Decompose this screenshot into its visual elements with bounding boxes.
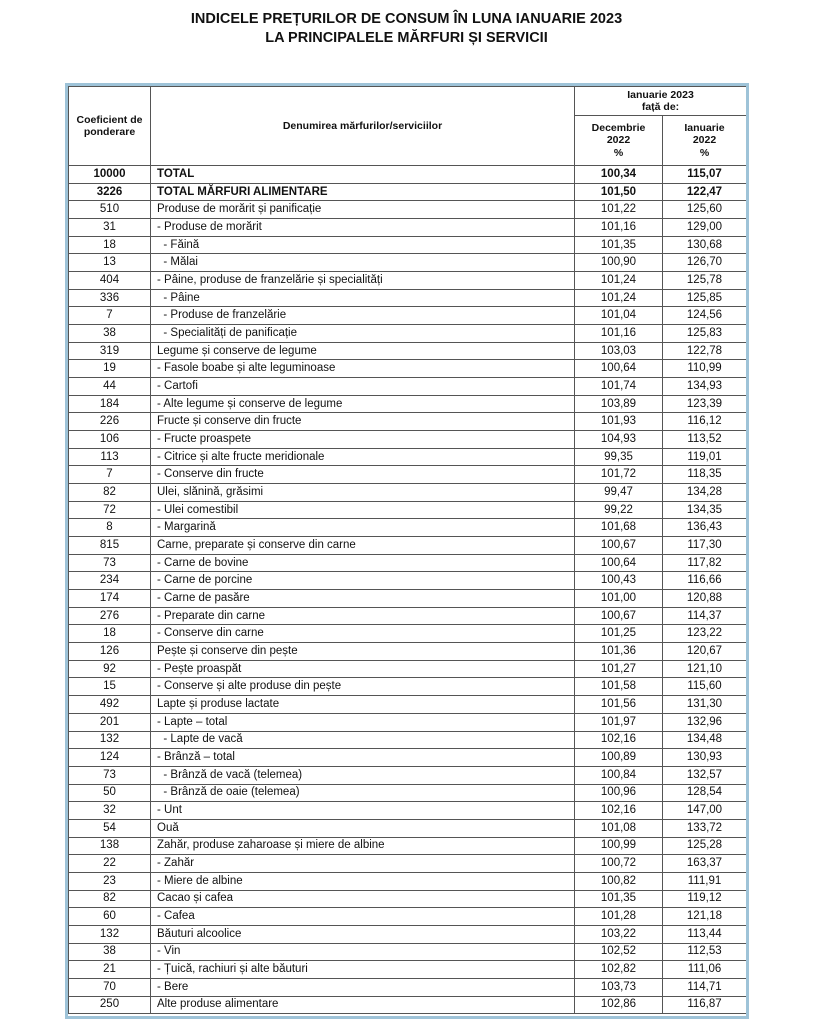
cell-weight: 7 xyxy=(69,466,151,484)
cell-january: 123,22 xyxy=(663,625,747,643)
cell-january: 136,43 xyxy=(663,519,747,537)
header-december xyxy=(575,116,663,166)
cell-weight: 8 xyxy=(69,519,151,537)
table-header xyxy=(69,87,747,166)
cell-december: 101,24 xyxy=(575,272,663,290)
table-row xyxy=(69,360,747,378)
table-row xyxy=(69,201,747,219)
table-row xyxy=(69,484,747,502)
cell-weight: 132 xyxy=(69,925,151,943)
cell-december: 100,99 xyxy=(575,837,663,855)
cell-december: 101,25 xyxy=(575,625,663,643)
header-name: Denumirea mărfurilor/serviciilor xyxy=(151,87,575,166)
cell-weight: 492 xyxy=(69,696,151,714)
table-row xyxy=(69,413,747,431)
table-row xyxy=(69,607,747,625)
price-index-table xyxy=(68,86,747,1014)
cell-january: 115,07 xyxy=(663,166,747,184)
cell-january: 118,35 xyxy=(663,466,747,484)
table-body xyxy=(69,166,747,1014)
cell-december: 101,27 xyxy=(575,660,663,678)
cell-december: 102,16 xyxy=(575,802,663,820)
cell-name: Pește și conserve din pește xyxy=(151,643,575,661)
table-row xyxy=(69,802,747,820)
cell-weight: 73 xyxy=(69,554,151,572)
cell-december: 101,35 xyxy=(575,236,663,254)
cell-name: - Ulei comestibil xyxy=(151,501,575,519)
cell-weight: 319 xyxy=(69,342,151,360)
cell-december: 100,64 xyxy=(575,554,663,572)
cell-january: 112,53 xyxy=(663,943,747,961)
cell-weight: 276 xyxy=(69,607,151,625)
table-row xyxy=(69,519,747,537)
table-row xyxy=(69,660,747,678)
cell-january: 134,35 xyxy=(663,501,747,519)
cell-december: 101,74 xyxy=(575,378,663,396)
cell-name: - Margarină xyxy=(151,519,575,537)
cell-december: 101,00 xyxy=(575,590,663,608)
cell-name: - Fructe proaspete xyxy=(151,431,575,449)
table-row xyxy=(69,961,747,979)
cell-january: 125,78 xyxy=(663,272,747,290)
cell-january: 119,01 xyxy=(663,448,747,466)
cell-weight: 10000 xyxy=(69,166,151,184)
cell-weight: 44 xyxy=(69,378,151,396)
cell-weight: 19 xyxy=(69,360,151,378)
table-row xyxy=(69,448,747,466)
cell-name: - Unt xyxy=(151,802,575,820)
cell-name: Ulei, slănină, grăsimi xyxy=(151,484,575,502)
table-row xyxy=(69,731,747,749)
cell-december: 103,73 xyxy=(575,978,663,996)
cell-weight: 31 xyxy=(69,219,151,237)
table-row xyxy=(69,342,747,360)
cell-name: Legume și conserve de legume xyxy=(151,342,575,360)
cell-name: - Zahăr xyxy=(151,855,575,873)
cell-name: - Lapte de vacă xyxy=(151,731,575,749)
table-row xyxy=(69,943,747,961)
table-row xyxy=(69,766,747,784)
cell-january: 116,12 xyxy=(663,413,747,431)
cell-january: 130,93 xyxy=(663,749,747,767)
table-frame xyxy=(65,83,749,1019)
cell-weight: 336 xyxy=(69,289,151,307)
cell-january: 119,12 xyxy=(663,890,747,908)
table-row xyxy=(69,819,747,837)
cell-december: 103,89 xyxy=(575,395,663,413)
table-row xyxy=(69,466,747,484)
table-row xyxy=(69,325,747,343)
cell-weight: 18 xyxy=(69,236,151,254)
cell-weight: 15 xyxy=(69,678,151,696)
cell-name: - Carne de porcine xyxy=(151,572,575,590)
table-row xyxy=(69,554,747,572)
cell-december: 99,35 xyxy=(575,448,663,466)
cell-january: 114,71 xyxy=(663,978,747,996)
cell-name: - Pește proaspăt xyxy=(151,660,575,678)
table-row xyxy=(69,713,747,731)
cell-january: 123,39 xyxy=(663,395,747,413)
cell-december: 101,50 xyxy=(575,183,663,201)
cell-weight: 174 xyxy=(69,590,151,608)
cell-january: 115,60 xyxy=(663,678,747,696)
cell-name: - Mălai xyxy=(151,254,575,272)
cell-december: 101,93 xyxy=(575,413,663,431)
cell-name: Cacao și cafea xyxy=(151,890,575,908)
header-january-line-2: 2022 xyxy=(692,134,717,147)
cell-weight: 50 xyxy=(69,784,151,802)
table-row xyxy=(69,908,747,926)
cell-december: 104,93 xyxy=(575,431,663,449)
table-row xyxy=(69,749,747,767)
cell-weight: 18 xyxy=(69,625,151,643)
cell-name: - Pâine xyxy=(151,289,575,307)
cell-december: 99,47 xyxy=(575,484,663,502)
cell-december: 101,72 xyxy=(575,466,663,484)
cell-weight: 126 xyxy=(69,643,151,661)
cell-name: Fructe și conserve din fructe xyxy=(151,413,575,431)
cell-december: 102,52 xyxy=(575,943,663,961)
cell-january: 133,72 xyxy=(663,819,747,837)
cell-name: - Făină xyxy=(151,236,575,254)
cell-name: - Specialități de panificație xyxy=(151,325,575,343)
cell-name: - Brânză de vacă (telemea) xyxy=(151,766,575,784)
header-december-line-2: 2022 xyxy=(606,134,631,147)
cell-december: 101,58 xyxy=(575,678,663,696)
header-december-line-3: % xyxy=(613,146,624,159)
cell-december: 100,96 xyxy=(575,784,663,802)
cell-december: 101,35 xyxy=(575,890,663,908)
table-row xyxy=(69,431,747,449)
cell-january: 113,52 xyxy=(663,431,747,449)
cell-name: - Carne de bovine xyxy=(151,554,575,572)
cell-january: 129,00 xyxy=(663,219,747,237)
table-row xyxy=(69,996,747,1014)
cell-name: - Brânză de oaie (telemea) xyxy=(151,784,575,802)
cell-january: 122,47 xyxy=(663,183,747,201)
header-group-line-2: față de: xyxy=(641,101,680,114)
cell-weight: 138 xyxy=(69,837,151,855)
cell-weight: 106 xyxy=(69,431,151,449)
cell-name: - Conserve și alte produse din pește xyxy=(151,678,575,696)
cell-december: 100,72 xyxy=(575,855,663,873)
cell-january: 134,48 xyxy=(663,731,747,749)
cell-weight: 92 xyxy=(69,660,151,678)
cell-january: 126,70 xyxy=(663,254,747,272)
cell-name: Zahăr, produse zaharoase și miere de albine xyxy=(151,837,575,855)
cell-december: 100,34 xyxy=(575,166,663,184)
table-row xyxy=(69,572,747,590)
cell-december: 102,82 xyxy=(575,961,663,979)
table-row xyxy=(69,625,747,643)
cell-weight: 226 xyxy=(69,413,151,431)
table-row xyxy=(69,219,747,237)
cell-weight: 250 xyxy=(69,996,151,1014)
cell-name: Lapte și produse lactate xyxy=(151,696,575,714)
cell-weight: 70 xyxy=(69,978,151,996)
cell-december: 100,84 xyxy=(575,766,663,784)
cell-december: 100,67 xyxy=(575,537,663,555)
cell-january: 125,83 xyxy=(663,325,747,343)
cell-december: 100,64 xyxy=(575,360,663,378)
cell-january: 134,28 xyxy=(663,484,747,502)
cell-name: Ouă xyxy=(151,819,575,837)
cell-weight: 13 xyxy=(69,254,151,272)
table-row xyxy=(69,272,747,290)
cell-december: 100,82 xyxy=(575,872,663,890)
header-weight: Coeficient de ponderare xyxy=(69,87,151,166)
cell-january: 111,06 xyxy=(663,961,747,979)
cell-weight: 38 xyxy=(69,943,151,961)
cell-december: 101,28 xyxy=(575,908,663,926)
cell-january: 132,57 xyxy=(663,766,747,784)
cell-january: 114,37 xyxy=(663,607,747,625)
cell-weight: 124 xyxy=(69,749,151,767)
cell-weight: 72 xyxy=(69,501,151,519)
cell-weight: 201 xyxy=(69,713,151,731)
cell-weight: 32 xyxy=(69,802,151,820)
cell-weight: 60 xyxy=(69,908,151,926)
header-january-line-3: % xyxy=(699,146,710,159)
cell-weight: 184 xyxy=(69,395,151,413)
cell-december: 103,22 xyxy=(575,925,663,943)
cell-january: 128,54 xyxy=(663,784,747,802)
cell-name: - Bere xyxy=(151,978,575,996)
cell-january: 117,30 xyxy=(663,537,747,555)
cell-name: - Preparate din carne xyxy=(151,607,575,625)
cell-name: Produse de morărit și panificație xyxy=(151,201,575,219)
table-row xyxy=(69,855,747,873)
table-row xyxy=(69,166,747,184)
cell-december: 100,67 xyxy=(575,607,663,625)
cell-name: Alte produse alimentare xyxy=(151,996,575,1014)
cell-january: 117,82 xyxy=(663,554,747,572)
table-row xyxy=(69,784,747,802)
cell-weight: 7 xyxy=(69,307,151,325)
cell-name: - Produse de morărit xyxy=(151,219,575,237)
cell-january: 116,87 xyxy=(663,996,747,1014)
table-row xyxy=(69,590,747,608)
cell-name: Băuturi alcoolice xyxy=(151,925,575,943)
cell-january: 122,78 xyxy=(663,342,747,360)
cell-december: 101,16 xyxy=(575,219,663,237)
cell-weight: 510 xyxy=(69,201,151,219)
table-row xyxy=(69,289,747,307)
cell-december: 100,89 xyxy=(575,749,663,767)
cell-weight: 73 xyxy=(69,766,151,784)
cell-january: 116,66 xyxy=(663,572,747,590)
title-line-1: INDICELE PREȚURILOR DE CONSUM ÎN LUNA IANUARIE 2023 xyxy=(190,11,623,27)
cell-weight: 404 xyxy=(69,272,151,290)
cell-january: 125,28 xyxy=(663,837,747,855)
table-row xyxy=(69,236,747,254)
table-row xyxy=(69,537,747,555)
cell-name: - Lapte – total xyxy=(151,713,575,731)
table-row xyxy=(69,890,747,908)
cell-january: 120,67 xyxy=(663,643,747,661)
cell-december: 102,16 xyxy=(575,731,663,749)
cell-name: - Fasole boabe și alte leguminoase xyxy=(151,360,575,378)
cell-january: 113,44 xyxy=(663,925,747,943)
cell-december: 102,86 xyxy=(575,996,663,1014)
cell-name: - Țuică, rachiuri și alte băuturi xyxy=(151,961,575,979)
cell-weight: 815 xyxy=(69,537,151,555)
cell-december: 101,56 xyxy=(575,696,663,714)
document-title xyxy=(0,10,813,48)
cell-name: - Pâine, produse de franzelărie și specialități xyxy=(151,272,575,290)
cell-weight: 113 xyxy=(69,448,151,466)
table-row xyxy=(69,254,747,272)
cell-weight: 21 xyxy=(69,961,151,979)
table-row xyxy=(69,872,747,890)
cell-december: 101,08 xyxy=(575,819,663,837)
table-row xyxy=(69,978,747,996)
cell-january: 125,60 xyxy=(663,201,747,219)
header-january xyxy=(663,116,747,166)
cell-december: 101,68 xyxy=(575,519,663,537)
header-group-line-1: Ianuarie 2023 xyxy=(627,88,694,101)
cell-december: 101,24 xyxy=(575,289,663,307)
cell-december: 100,90 xyxy=(575,254,663,272)
cell-january: 121,18 xyxy=(663,908,747,926)
cell-name: - Carne de pasăre xyxy=(151,590,575,608)
table-row xyxy=(69,378,747,396)
cell-weight: 3226 xyxy=(69,183,151,201)
cell-name: - Conserve din carne xyxy=(151,625,575,643)
cell-january: 163,37 xyxy=(663,855,747,873)
header-group xyxy=(575,87,747,116)
table-row xyxy=(69,643,747,661)
cell-weight: 38 xyxy=(69,325,151,343)
cell-name: - Cartofi xyxy=(151,378,575,396)
cell-weight: 22 xyxy=(69,855,151,873)
cell-name: - Produse de franzelărie xyxy=(151,307,575,325)
cell-december: 100,43 xyxy=(575,572,663,590)
cell-name: - Brânză – total xyxy=(151,749,575,767)
cell-december: 101,97 xyxy=(575,713,663,731)
cell-name: - Vin xyxy=(151,943,575,961)
table-row xyxy=(69,501,747,519)
cell-name: - Citrice și alte fructe meridionale xyxy=(151,448,575,466)
table-row xyxy=(69,678,747,696)
cell-january: 125,85 xyxy=(663,289,747,307)
header-january-line-1: Ianuarie xyxy=(684,121,725,134)
table-row xyxy=(69,307,747,325)
cell-december: 99,22 xyxy=(575,501,663,519)
cell-january: 130,68 xyxy=(663,236,747,254)
table-row xyxy=(69,395,747,413)
title-line-2: LA PRINCIPALELE MĂRFURI ȘI SERVICII xyxy=(265,30,548,46)
cell-name: - Alte legume și conserve de legume xyxy=(151,395,575,413)
cell-december: 101,16 xyxy=(575,325,663,343)
cell-weight: 54 xyxy=(69,819,151,837)
cell-name: TOTAL xyxy=(151,166,575,184)
cell-december: 101,36 xyxy=(575,643,663,661)
table-row xyxy=(69,696,747,714)
cell-january: 111,91 xyxy=(663,872,747,890)
cell-january: 132,96 xyxy=(663,713,747,731)
cell-january: 124,56 xyxy=(663,307,747,325)
cell-january: 131,30 xyxy=(663,696,747,714)
cell-december: 103,03 xyxy=(575,342,663,360)
table-row xyxy=(69,837,747,855)
header-december-line-1: Decembrie xyxy=(591,121,646,134)
cell-name: - Conserve din fructe xyxy=(151,466,575,484)
table-row xyxy=(69,183,747,201)
cell-name: - Miere de albine xyxy=(151,872,575,890)
cell-name: TOTAL MĂRFURI ALIMENTARE xyxy=(151,183,575,201)
table-row xyxy=(69,925,747,943)
cell-weight: 23 xyxy=(69,872,151,890)
cell-weight: 82 xyxy=(69,484,151,502)
cell-january: 110,99 xyxy=(663,360,747,378)
cell-name: - Cafea xyxy=(151,908,575,926)
cell-december: 101,04 xyxy=(575,307,663,325)
cell-january: 120,88 xyxy=(663,590,747,608)
cell-name: Carne, preparate și conserve din carne xyxy=(151,537,575,555)
cell-weight: 82 xyxy=(69,890,151,908)
cell-december: 101,22 xyxy=(575,201,663,219)
cell-weight: 234 xyxy=(69,572,151,590)
cell-january: 121,10 xyxy=(663,660,747,678)
cell-january: 134,93 xyxy=(663,378,747,396)
cell-weight: 132 xyxy=(69,731,151,749)
cell-january: 147,00 xyxy=(663,802,747,820)
